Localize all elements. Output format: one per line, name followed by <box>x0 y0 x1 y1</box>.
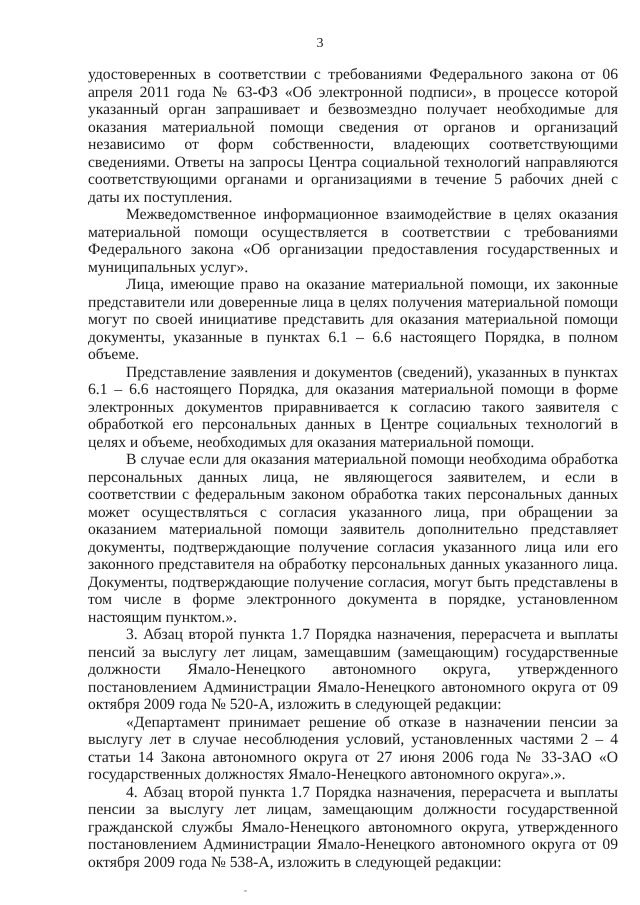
document-body <box>88 66 618 871</box>
paragraph-item-3-quote: «Департамент принимает решение об отказе в назначении пенсии за выслугу лет в случае несоблюдения условий, установленных частями 2 – 4 статьи 14 Закона автономного округа от 27 июня 2006 года № 33-ЗАО «О государственных должностях Ямало-Ненецкого автономного округа».». <box>88 713 618 783</box>
paragraph-item-3: 3. Абзац второй пункта 1.7 Порядка назначения, перерасчета и выплаты пенсий за выслугу лет лицам, замещавшим (замещающим) государственные должности Ямало-Ненецкого автономного округа, утвержденного постановлением Администрации Ямало-Ненецкого автономного округа от 09 октября 2009 года № 520-А, изложить в следующей редакции: <box>88 626 618 713</box>
scan-speck <box>244 890 247 892</box>
paragraph-interagency-interaction: Межведомственное информационное взаимодействие в целях оказания материальной помощи осуществляется в соответствии с требованиями Федерального закона «Об организации предоставления государственных и муниципальных услуг». <box>88 206 618 276</box>
paragraph-continued: удостоверенных в соответствии с требованиями Федерального закона от 06 апреля 2011 года № 63-ФЗ «Об электронной подписи», в процессе которой указанный орган запрашивает и безвозмездно получает необходимые для оказания материальной помощи сведения от органов и организаций независимо от форм собственности, владеющих соответствующими сведениями. Ответы на запросы Центра социальной технологий направляются соответствующими органами и организациями в течение 5 рабочих дней с даты их поступления. <box>88 66 618 206</box>
paragraph-item-4: 4. Абзац второй пункта 1.7 Порядка назначения, перерасчета и выплаты пенсии за выслугу лет лицам, замещающим должности государственной гражданской службы Ямало-Ненецкого автономного округа, утвержденного постановлением Администрации Ямало-Ненецкого автономного округа от 09 октября 2009 года № 538-А, изложить в следующей редакции: <box>88 783 618 871</box>
page-number: 3 <box>316 36 324 51</box>
paragraph-electronic-consent: Представление заявления и документов (сведений), указанных в пунктах 6.1 – 6.6 настоящего Порядка, для оказания материальной помощи в форме электронных документов приравнивается к согласию такого заявителя с обработкой его персональных данных в Центре социальных технологий в целях и объеме, необходимых для оказания материальной помощи. <box>88 363 618 451</box>
paragraph-third-party-data: В случае если для оказания материальной помощи необходима обработка персональных данных лица, не являющегося заявителем, и если в соответствии с федеральным законом обработка таких персональных данных может осуществляться с согласия указанного лица, при обращении за оказанием материальной помощи заявитель дополнительно представляет документы, подтверждающие получение согласия указанного лица или его законного представителя на обработку персональных данных указанного лица. Документы, подтверждающие получение согласия, могут быть представлены в том числе в форме электронного документа в порядке, установленном настоящим пунктом.». <box>88 451 618 626</box>
paragraph-voluntary-documents: Лица, имеющие право на оказание материальной помощи, их законные представители или доверенные лица в целях получения материальной помощи могут по своей инициативе представить для оказания материальной помощи документы, указанные в пунктах 6.1 – 6.6 настоящего Порядка, в полном объеме. <box>88 276 618 363</box>
